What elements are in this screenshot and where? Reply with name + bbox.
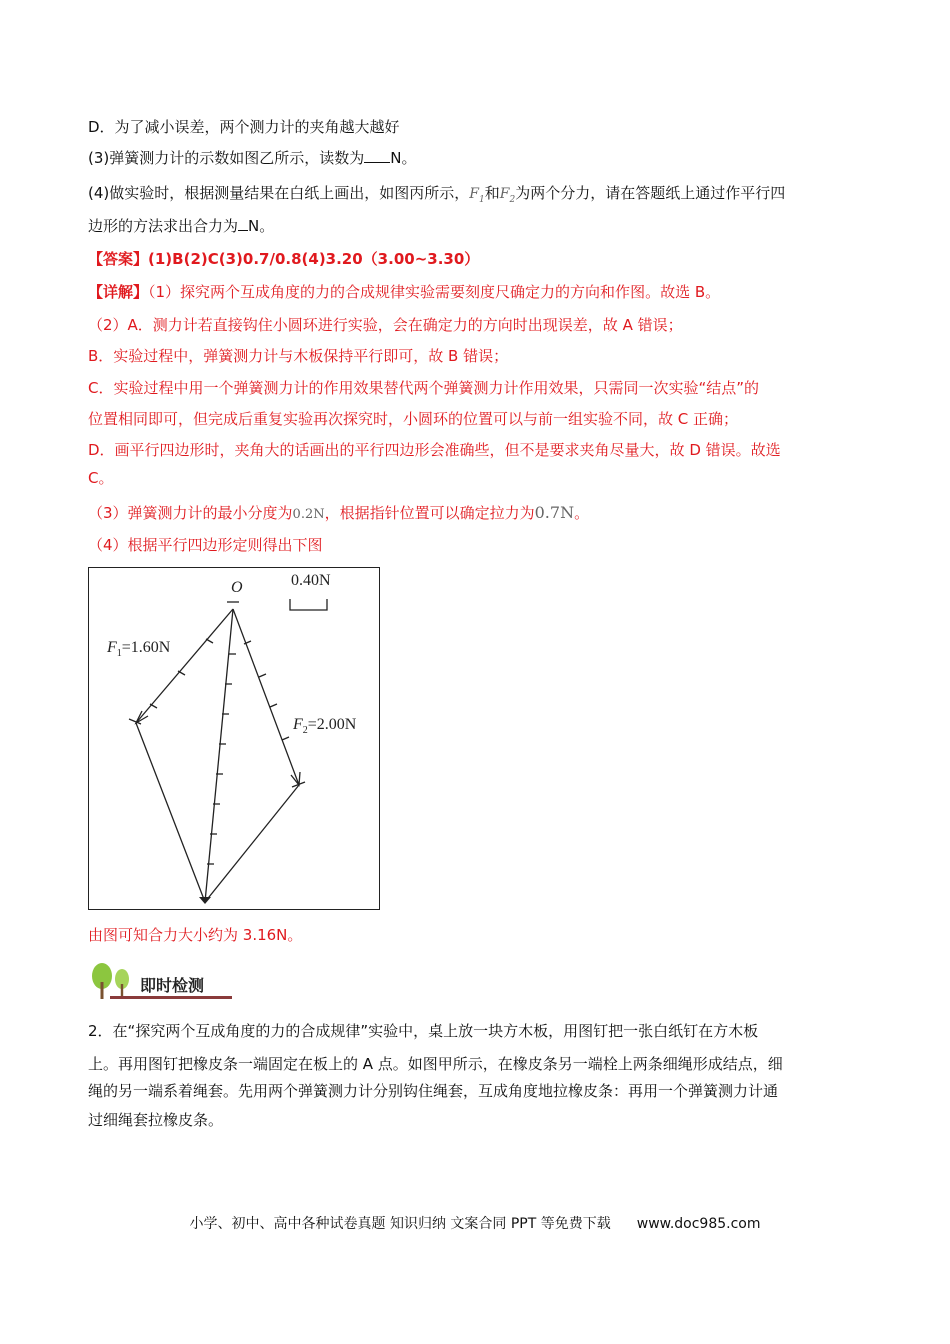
detail-p4a: C．实验过程中用一个弹簧测力计的作用效果替代两个弹簧测力计作用效果，只需同一次实验“结点”的	[88, 379, 760, 397]
f1-label: $F_1=1.60N$	[107, 639, 171, 660]
f1-arrowhead	[136, 711, 148, 723]
parallel-side-f2	[136, 723, 205, 902]
f1-vector	[136, 609, 233, 723]
parallel-side-f1	[205, 785, 299, 902]
detail-p2: （2）A．测力计若直接钩住小圆环进行实验，会在确定力的方向时出现误差，故 A 错误；	[88, 316, 683, 334]
section-header	[88, 962, 233, 1002]
question2-line1: 2．在“探究两个互成角度的力的合成规律”实验中，桌上放一块方木板，用图钉把一张白纸钉在方木板	[88, 1022, 759, 1040]
f2-tick	[259, 674, 266, 677]
answer-blank	[364, 147, 390, 163]
detail-p5b: C。	[88, 469, 114, 487]
f2-symbol: $F_2$	[499, 186, 516, 205]
question-4-line2: 边形的方法求出合力为 N。	[88, 217, 275, 235]
f2-tick	[270, 704, 277, 707]
origin-label: O	[231, 579, 243, 596]
question2-line2: 上。再用图钉把橡皮条一端固定在板上的 A 点。如图甲所示，在橡皮条另一端栓上两条细绳形成结点，细	[88, 1055, 783, 1073]
answer-line: 【答案】(1)B(2)C(3)0.7/0.8(4)3.20（3.00~3.30）	[88, 250, 480, 268]
section-title: 即时检测	[140, 976, 205, 995]
detail-p6: （3）弹簧测力计的最小分度为0.2N，根据指针位置可以确定拉力为0.7N。	[88, 503, 590, 522]
question-3: (3)弹簧测力计的示数如图乙所示，读数为 N。	[88, 149, 417, 167]
f1-tick	[206, 639, 213, 643]
f2-vector	[233, 609, 299, 785]
detail-p3: B．实验过程中，弹簧测力计与木板保持平行即可，故 B 错误；	[88, 347, 509, 365]
footer-text: 小学、初中、高中各种试卷真题 知识归纳 文案合同 PPT 等免费下载	[189, 1216, 611, 1232]
scale-label: 0.40N	[291, 572, 331, 589]
question2-line4: 过细绳套拉橡皮条。	[88, 1111, 224, 1129]
resultant-vector	[205, 609, 233, 902]
f2-label: $F_2=2.00N$	[293, 716, 357, 737]
scale-bar	[290, 599, 327, 610]
option-d: D．为了减小误差，两个测力计的夹角越大越好	[88, 118, 400, 136]
detail-p1: 【详解】（1）探究两个互成角度的力的合成规律实验需要刻度尺确定力的方向和作图。故选 B。	[88, 283, 721, 301]
f2-tick	[282, 737, 289, 740]
footer	[0, 1213, 950, 1233]
min-division-value: 0.2N	[292, 507, 325, 522]
detail-p7: （4）根据平行四边形定则得出下图	[88, 536, 323, 554]
force-value: 0.7N	[534, 503, 575, 522]
question2-line3: 绳的另一端系着绳套。先用两个弹簧测力计分别钩住绳套，互成角度地拉橡皮条：再用一个弹簧测力计通	[88, 1082, 779, 1100]
conclusion: 由图可知合力大小约为 3.16N。	[88, 926, 303, 944]
force-parallelogram-figure	[88, 567, 380, 910]
detail-p5a: D．画平行四边形时，夹角大的话画出的平行四边形会准确些，但不是要求夹角尽量大，故 D 错误。故选	[88, 441, 781, 459]
footer-url[interactable]: www.doc985.com	[636, 1216, 761, 1232]
question-4: (4)做实验时，根据测量结果在白纸上画出，如图丙所示，$F_1$和$F_2$为两个分力，请在答题纸上通过作平行四	[88, 184, 786, 205]
detail-p4b: 位置相同即可，但完成后重复实验再次探究时，小圆环的位置可以与前一组实验不同，故 C 正确；	[88, 410, 739, 428]
answer-blank	[238, 215, 248, 231]
force-diagram	[89, 568, 379, 909]
f1-symbol: $F_1$	[469, 186, 485, 205]
resultant-arrowhead	[199, 897, 211, 904]
section-underline	[110, 996, 232, 999]
